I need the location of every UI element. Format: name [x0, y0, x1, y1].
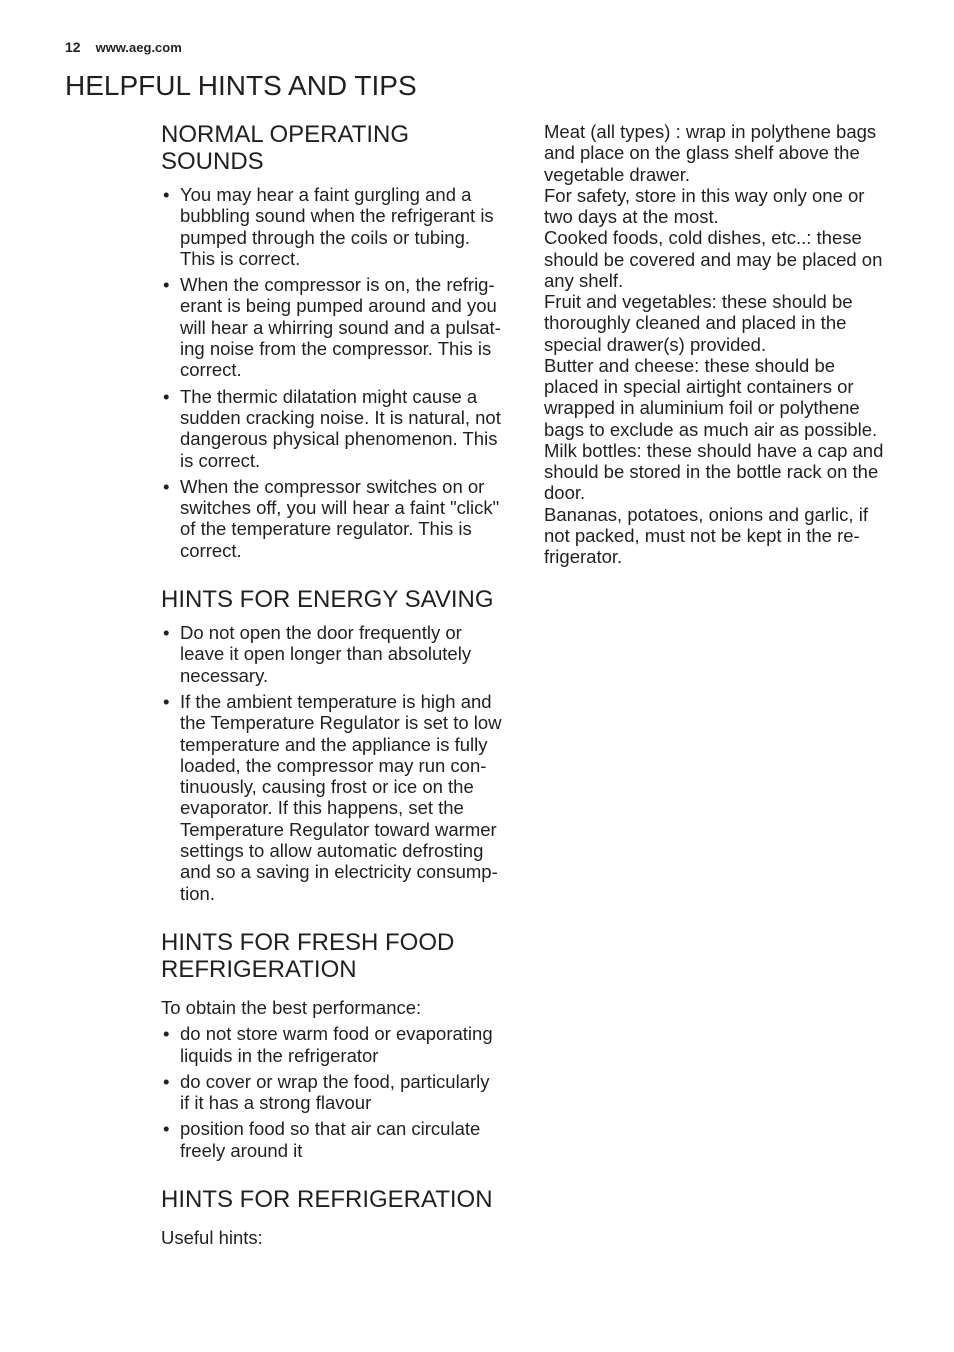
text-line: frigerator. [544, 546, 623, 567]
text-line: • The thermic dilatation might cause a [180, 385, 478, 407]
text-line: Butter and cheese: these should be [544, 354, 836, 376]
text-line: pumped through the coils or tubing. [180, 226, 471, 248]
section-heading [161, 586, 531, 613]
text-line: any shelf. [544, 269, 624, 291]
text-line: Meat (all types) : wrap in polythene bags [544, 121, 877, 142]
list-item [161, 476, 531, 561]
text-line: not packed, must not be kept in the re- [544, 524, 860, 546]
text-line: Cooked foods, cold dishes, etc..: these [544, 227, 862, 249]
heading-line: HINTS FOR ENERGY SAVING [161, 586, 494, 614]
section-heading [161, 1186, 531, 1213]
text-line: ing noise from the compressor. This is [180, 338, 492, 360]
text-line: and place on the glass shelf above the [544, 142, 860, 164]
text-line: bags to exclude as much air as possible. [544, 418, 878, 440]
hint-paragraph-butter-cheese [544, 355, 924, 440]
text-line: should be stored in the bottle rack on the [544, 461, 879, 482]
text-line: necessary. [180, 664, 269, 686]
list-item [161, 184, 531, 269]
text-line: Milk bottles: these should have a cap and [544, 439, 884, 461]
text-line: wrapped in aluminium foil or polythene [544, 397, 860, 419]
text-line: will hear a whirring sound and a pulsat- [180, 316, 501, 338]
text-line: if it has a strong flavour [180, 1092, 372, 1114]
heading-line: SOUNDS [161, 148, 264, 175]
text-line: • When the compressor is on, the refrig- [180, 274, 495, 296]
text-line: • do cover or wrap the food, particularly [180, 1070, 490, 1092]
website-link[interactable]: www.aeg.com [95, 40, 182, 55]
text-line: Bananas, potatoes, onions and garlic, if [544, 503, 868, 525]
section-intro [161, 997, 531, 1018]
text-line: should be covered and may be placed on [544, 248, 883, 270]
text-line: the Temperature Regulator is set to low [180, 712, 502, 734]
text-line: • Do not open the door frequently or [180, 622, 462, 644]
text-line: of the temperature regulator. This is [180, 518, 472, 540]
bullet-list [161, 1023, 531, 1161]
page-number: 12 [65, 39, 81, 55]
text-line: tinuously, causing frost or ice on the [180, 776, 474, 798]
text-line: switches off, you will hear a faint "click" [180, 497, 500, 519]
hint-paragraph-fruit-vegetables [544, 291, 924, 355]
page-header [65, 38, 182, 57]
text-line: Useful hints: [161, 1226, 263, 1248]
right-column [544, 121, 924, 567]
text-line: dangerous physical phenomenon. This [180, 428, 498, 450]
text-line: liquids in the refrigerator [180, 1044, 379, 1066]
text-line: placed in special airtight containers or [544, 376, 854, 397]
list-item [161, 1071, 531, 1114]
heading-line: REFRIGERATION [161, 955, 357, 983]
text-line: freely around it [180, 1139, 303, 1161]
text-line: two days at the most. [544, 206, 719, 227]
text-line: door. [544, 482, 586, 504]
list-item [161, 1118, 531, 1161]
text-line: • If the ambient temperature is high and [180, 690, 492, 712]
text-line: vegetable drawer. [544, 163, 691, 185]
text-line: correct. [180, 539, 242, 561]
text-line: erant is being pumped around and you [180, 295, 497, 317]
text-line: Fruit and vegetables: these should be [544, 291, 853, 312]
hint-paragraph-cooked-foods [544, 227, 924, 291]
section-fresh-food-refrigeration [161, 929, 531, 1161]
left-column [161, 121, 531, 1248]
text-line: loaded, the compressor may run con- [180, 754, 487, 776]
list-item [161, 622, 531, 686]
section-normal-operating-sounds [161, 121, 531, 561]
bullet-list [161, 622, 531, 904]
section-heading [161, 929, 531, 983]
hint-paragraph-meat [544, 121, 924, 185]
text-line: To obtain the best performance: [161, 996, 422, 1018]
heading-line: NORMAL OPERATING [161, 121, 410, 148]
text-line: is correct. [180, 449, 261, 471]
text-line: settings to allow automatic defrosting [180, 840, 484, 862]
text-line: This is correct. [180, 247, 301, 269]
section-heading [161, 121, 531, 175]
hint-paragraph-safety [544, 185, 924, 228]
text-line: • do not store warm food or evaporating [180, 1023, 493, 1045]
list-item [161, 1023, 531, 1066]
text-line: tion. [180, 882, 215, 904]
text-line: thoroughly cleaned and placed in the [544, 312, 847, 334]
list-item [161, 691, 531, 904]
text-line: For safety, store in this way only one or [544, 184, 865, 206]
text-line: temperature and the appliance is fully [180, 733, 488, 755]
text-line: • You may hear a faint gurgling and a [180, 184, 472, 205]
text-line: Temperature Regulator toward warmer [180, 818, 497, 840]
text-line: • When the compressor switches on or [180, 475, 485, 497]
section-energy-saving [161, 586, 531, 904]
section-intro [161, 1227, 531, 1248]
hint-paragraph-milk-bottles [544, 440, 924, 504]
section-refrigeration [161, 1186, 531, 1248]
heading-line: HINTS FOR FRESH FOOD [161, 928, 455, 956]
text-line: • position food so that air can circulate [180, 1118, 481, 1140]
text-line: bubbling sound when the refrigerant is [180, 205, 494, 227]
text-line: special drawer(s) provided. [544, 333, 767, 355]
heading-line: HINTS FOR REFRIGERATION [161, 1185, 493, 1213]
text-line: evaporator. If this happens, set the [180, 797, 464, 819]
text-line: and so a saving in electricity consump- [180, 861, 498, 883]
text-line: sudden cracking noise. It is natural, not [180, 406, 501, 428]
page-title: HELPFUL HINTS AND TIPS [65, 70, 417, 101]
text-line: leave it open longer than absolutely [180, 643, 472, 665]
text-line: correct. [180, 359, 242, 381]
list-item [161, 386, 531, 471]
hint-paragraph-bananas [544, 504, 924, 568]
bullet-list [161, 184, 531, 561]
list-item [161, 274, 531, 380]
